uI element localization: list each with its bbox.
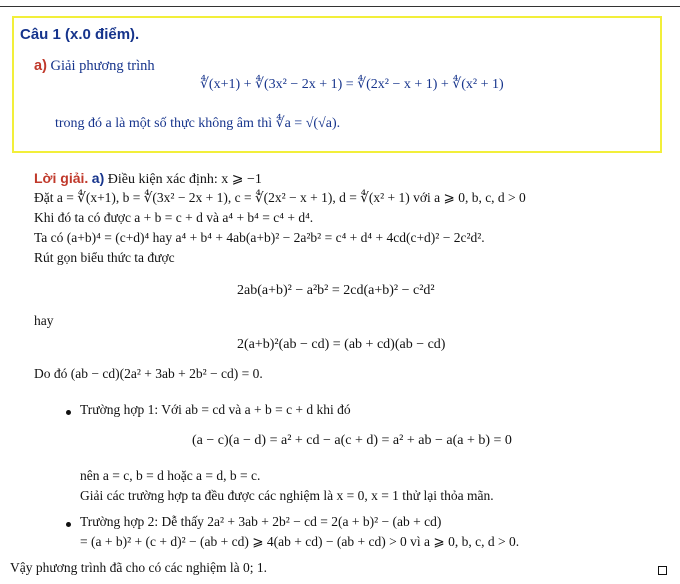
part-text: Giải phương trình	[50, 58, 155, 74]
problem-title: Câu 1 (x.0 điểm).	[20, 26, 140, 43]
bullet-2	[66, 522, 71, 527]
problem-equation: ∜(x+1) + ∜(3x² − 2x + 1) = ∜(2x² − x + 1) + ∜(x² + 1)	[200, 77, 504, 92]
solution-line-2: Đặt a = ∜(x+1), b = ∜(3x² − 2x + 1), c = ∜(2x² − x + 1), d = ∜(x² + 1) với a ⩾ 0, b, c, d > 0	[34, 190, 526, 205]
equation-2: 2(a+b)²(ab − cd) = (ab + cd)(ab − cd)	[237, 337, 446, 352]
case-1: Trường hợp 1: Với ab = cd và a + b = c + d khi đó	[80, 402, 351, 417]
hay-text: hay	[34, 313, 54, 328]
conclusion: Vậy phương trình đã cho có các nghiệm là 0; 1.	[10, 560, 268, 575]
solution-part: a)	[91, 170, 105, 186]
bullet-1	[66, 410, 71, 415]
solution-line-5: Rút gọn biểu thức ta được	[34, 250, 175, 265]
domain-condition: Điều kiện xác định: x ⩾ −1	[107, 172, 262, 187]
solution-line-4: Ta có (a+b)⁴ = (c+d)⁴ hay a⁴ + b⁴ + 4ab(a+b)² − 2a²b² = c⁴ + d⁴ + 4cd(c+d)² − 2c²d².	[34, 230, 485, 245]
case-1-line-2: nên a = c, b = d hoặc a = d, b = c.	[80, 468, 261, 483]
solution-line-6: Do đó (ab − cd)(2a² + 3ab + 2b² − cd) = 0.	[34, 366, 263, 381]
case-1-line-3: Giải các trường hợp ta đều được các nghiệm là x = 0, x = 1 thử lại thỏa mãn.	[80, 488, 494, 503]
solution-line-1	[34, 170, 262, 188]
qed-square-icon	[658, 566, 667, 575]
equation-3: (a − c)(a − d) = a² + cd − a(c + d) = a² + ab − a(a + b) = 0	[192, 433, 512, 448]
solution-label: Lời giải.	[34, 170, 89, 186]
top-rule	[0, 6, 680, 7]
solution-line-3: Khi đó ta có được a + b = c + d và a⁴ + b⁴ = c⁴ + d⁴.	[34, 210, 314, 225]
problem-part-a	[34, 58, 155, 75]
equation-1: 2ab(a+b)² − a²b² = 2cd(a+b)² − c²d²	[237, 283, 435, 298]
problem-hint: trong đó a là một số thực không âm thì ∜a = √(√a).	[55, 116, 341, 131]
part-label: a)	[34, 58, 47, 74]
case-2-line-2: = (a + b)² + (c + d)² − (ab + cd) ⩾ 4(ab + cd) − (ab + cd) > 0 vì a ⩾ 0, b, c, d > 0.	[80, 534, 520, 549]
case-2: Trường hợp 2: Dễ thấy 2a² + 3ab + 2b² − cd = 2(a + b)² − (ab + cd)	[80, 514, 442, 529]
